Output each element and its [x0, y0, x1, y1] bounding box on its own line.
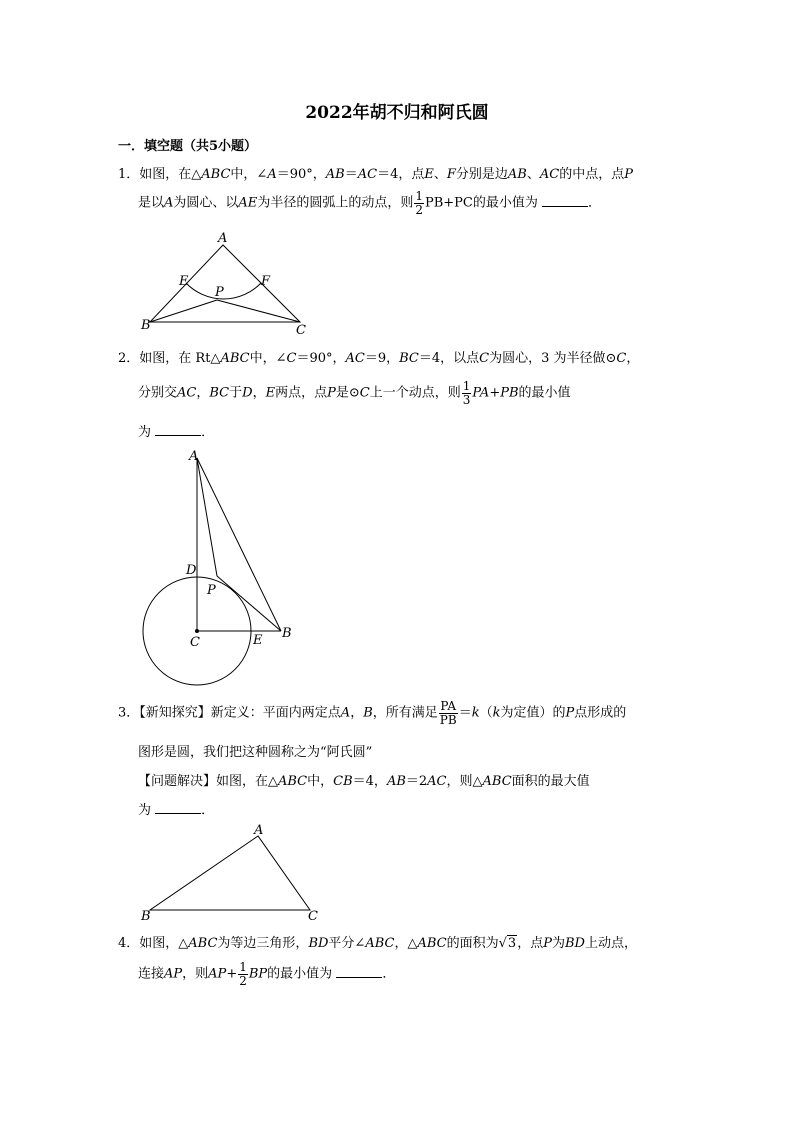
q3-text: ＝2 [405, 774, 428, 789]
q2-text: ， [252, 385, 266, 401]
q1-var: A [267, 167, 277, 182]
q4-answer-blank[interactable] [336, 965, 382, 978]
q1-triangle [150, 245, 300, 322]
q3-triangle [150, 836, 310, 910]
q2-label-p: P [207, 583, 216, 598]
q4-var: P [543, 936, 552, 951]
q1-var: E [424, 167, 434, 182]
q1-text: 如图，在△ [139, 167, 202, 182]
q4-text: 为等边三角形， [217, 936, 309, 951]
q3-text: 面积的最大值 [511, 774, 590, 789]
q2-var: AC [177, 385, 197, 401]
q1-text: ． [588, 195, 602, 211]
section-heading: 一．填空题（共5小题） [118, 139, 258, 154]
q2-text: 两点，点 [275, 385, 328, 401]
q1-text: 分别是边 [455, 167, 508, 182]
q2-text: 为圆心，3 为半径做⊙ [489, 351, 617, 366]
q2-text: ． [201, 425, 215, 440]
q1-label-e: E [179, 274, 189, 289]
page-title: 2022年胡不归和阿氏圆 [305, 103, 489, 123]
q4-text: 上动点， [584, 936, 637, 951]
q3-line2: 图形是圆，我们把这种圆称之为“阿氏圆” [138, 745, 373, 760]
q3-text: 点形成的 [574, 705, 627, 721]
q4-number: 4． [118, 936, 140, 951]
q2-label-a: A [189, 449, 199, 464]
fraction-denominator: 3 [462, 392, 471, 407]
q3-text: ． [201, 803, 215, 818]
q1-figure [135, 230, 315, 340]
q2-var: AC [345, 351, 365, 366]
q4-var: AP [164, 966, 183, 982]
q1-var: AC [539, 167, 560, 182]
q1-var: A [164, 195, 174, 211]
q4-text: 如图，△ [139, 936, 189, 951]
q1-label-a: A [218, 231, 228, 246]
q1-var: AB [325, 167, 345, 182]
q1-text: ＝90°， [276, 167, 326, 182]
q1-answer-blank[interactable] [542, 194, 588, 207]
q1-text: 的中点，点 [559, 167, 625, 182]
q2-var: BC [209, 385, 230, 401]
q1-text: 为半径的圆弧上的动点，则 [257, 195, 414, 211]
q2-label-e: E [253, 633, 263, 648]
q3-label-c: C [308, 909, 318, 924]
q3-text: 为定值）的 [500, 705, 566, 721]
q4-line2 [138, 961, 395, 987]
q2-text: 分别交 [138, 385, 178, 401]
q2-text: 于 [229, 385, 243, 401]
fraction-denominator: 2 [239, 973, 247, 988]
q2-line2 [138, 380, 571, 406]
q3-text: 中， [307, 774, 334, 789]
q3-var: P [565, 705, 575, 721]
q1-label-p: P [215, 285, 224, 300]
q2-var: C [286, 351, 297, 366]
q3-line4 [138, 799, 214, 818]
q3-figure [135, 820, 335, 925]
q1-text: 是以 [138, 195, 165, 211]
q1-number: 1． [118, 167, 140, 182]
q1-var: P [624, 167, 633, 182]
q2-var: P [327, 385, 336, 401]
fraction-numerator: 1 [462, 379, 471, 393]
q4-line1 [118, 932, 637, 951]
q3-label-a: A [254, 823, 264, 838]
q3-text: 【新知探究】新定义：平面内两定点 [139, 705, 341, 721]
q1-text: 的最小值为 [472, 195, 538, 211]
q3-text: ＝ [458, 705, 472, 721]
fraction-denominator: PB [439, 712, 457, 727]
q2-text: ＝90°， [296, 351, 346, 366]
q2-segment-pb [217, 576, 281, 631]
q3-var: ABC [278, 774, 308, 789]
q1-var: ABC [201, 167, 231, 182]
fraction-numerator: PA [440, 699, 457, 713]
fraction-numerator: 1 [239, 960, 247, 974]
q2-var: D [242, 385, 253, 401]
fraction-denominator: 2 [415, 202, 423, 217]
q3-text: 为 [138, 803, 152, 818]
q2-text: 的最小值 [518, 385, 571, 401]
q2-text: 中，∠ [249, 351, 287, 366]
q3-text: （ [479, 705, 493, 721]
q2-label-c: C [190, 635, 200, 650]
q2-number: 2． [118, 351, 140, 366]
q4-fraction [238, 961, 248, 987]
q4-text: + [226, 966, 238, 982]
q2-text: 为 [138, 425, 152, 440]
q4-text: ，△ [394, 936, 418, 951]
q2-label-d: D [186, 563, 197, 578]
q4-var: AP [208, 966, 227, 982]
q3-line3 [138, 770, 590, 789]
q4-var: BP [248, 966, 268, 982]
q1-text: ＝4，点 [377, 167, 425, 182]
q3-var: AC [427, 774, 447, 789]
q1-line2 [138, 190, 601, 216]
q1-text: 为圆心、以 [173, 195, 239, 211]
q1-segment-pc [217, 300, 300, 322]
q4-var: BD [564, 936, 585, 951]
q4-text: ． [382, 966, 396, 982]
q2-text: 如图，在 Rt△ [139, 351, 221, 366]
q3-var: B [363, 705, 373, 721]
q4-text: 为 [551, 936, 565, 951]
q3-var: AB [386, 774, 406, 789]
q2-line1 [118, 347, 639, 366]
q2-var: C [616, 351, 627, 366]
q1-fraction [414, 190, 424, 216]
q3-var: k [492, 705, 501, 721]
q1-var: F [446, 167, 456, 182]
q2-var: ABC [220, 351, 250, 366]
q1-text: ＝ [344, 167, 358, 182]
q2-text: ＝9， [364, 351, 400, 366]
q4-text: ，点 [517, 936, 544, 951]
q2-text: ， [626, 351, 640, 366]
q3-text: ， [350, 705, 364, 721]
q3-line1 [118, 700, 626, 726]
q2-label-b: B [282, 626, 292, 641]
q2-var: PA [472, 385, 490, 401]
q2-center-dot [195, 629, 199, 633]
q2-figure [135, 445, 305, 690]
q1-var: AC [357, 167, 378, 182]
q3-text: ，则△ [446, 774, 483, 789]
q2-text: + [489, 385, 501, 401]
q4-var: ABC [417, 936, 447, 951]
sqrt-radicand: 3 [507, 936, 517, 951]
q3-text: ，所有满足 [372, 705, 438, 721]
q2-text: ， [196, 385, 210, 401]
q2-answer-blank[interactable] [155, 423, 201, 436]
q1-line1 [118, 163, 633, 182]
q1-label-b: B [141, 318, 151, 333]
q4-var: ABC [365, 936, 395, 951]
q1-text: PB+PC [424, 195, 473, 211]
q2-segment-ap [197, 458, 217, 576]
q4-text: 平分∠ [328, 936, 366, 951]
q1-text: 、 [433, 167, 447, 182]
q2-var: C [479, 351, 490, 366]
q1-var: AE [238, 195, 258, 211]
q1-text: 、 [526, 167, 540, 182]
q3-var: CB [333, 774, 353, 789]
q4-text: 连接 [138, 966, 165, 982]
q4-text: 的面积为 [446, 936, 499, 951]
q1-label-c: C [296, 323, 306, 338]
q1-text: 中，∠ [230, 167, 268, 182]
q2-var: E [265, 385, 276, 401]
q4-var: BD [308, 936, 329, 951]
q2-var: C [359, 385, 370, 401]
q3-text: ＝4， [352, 774, 387, 789]
q4-var: ABC [188, 936, 218, 951]
q3-number: 3． [118, 705, 140, 721]
q2-text: 上一个动点，则 [369, 385, 461, 401]
q2-var: BC [399, 351, 419, 366]
q3-var: A [340, 705, 351, 721]
q2-line3 [138, 421, 214, 440]
fraction-numerator: 1 [415, 189, 423, 203]
q3-var: k [471, 705, 480, 721]
q2-segment-ab [197, 458, 281, 631]
q4-text: 的最小值为 [267, 966, 333, 982]
q4-text: ，则 [182, 966, 209, 982]
q1-label-f: F [261, 274, 271, 289]
q3-var: ABC [482, 774, 512, 789]
q1-var: AB [507, 167, 527, 182]
q3-text: 【问题解决】如图，在△ [138, 774, 278, 789]
q3-fraction [439, 700, 458, 726]
q2-fraction [462, 380, 472, 406]
q2-text: ＝4，以点 [418, 351, 480, 366]
q3-answer-blank[interactable] [155, 801, 201, 814]
q2-text: 是⊙ [335, 385, 360, 401]
q2-var: PB [500, 385, 519, 401]
q3-label-b: B [141, 909, 151, 924]
q4-sqrt: √3 [498, 936, 517, 951]
